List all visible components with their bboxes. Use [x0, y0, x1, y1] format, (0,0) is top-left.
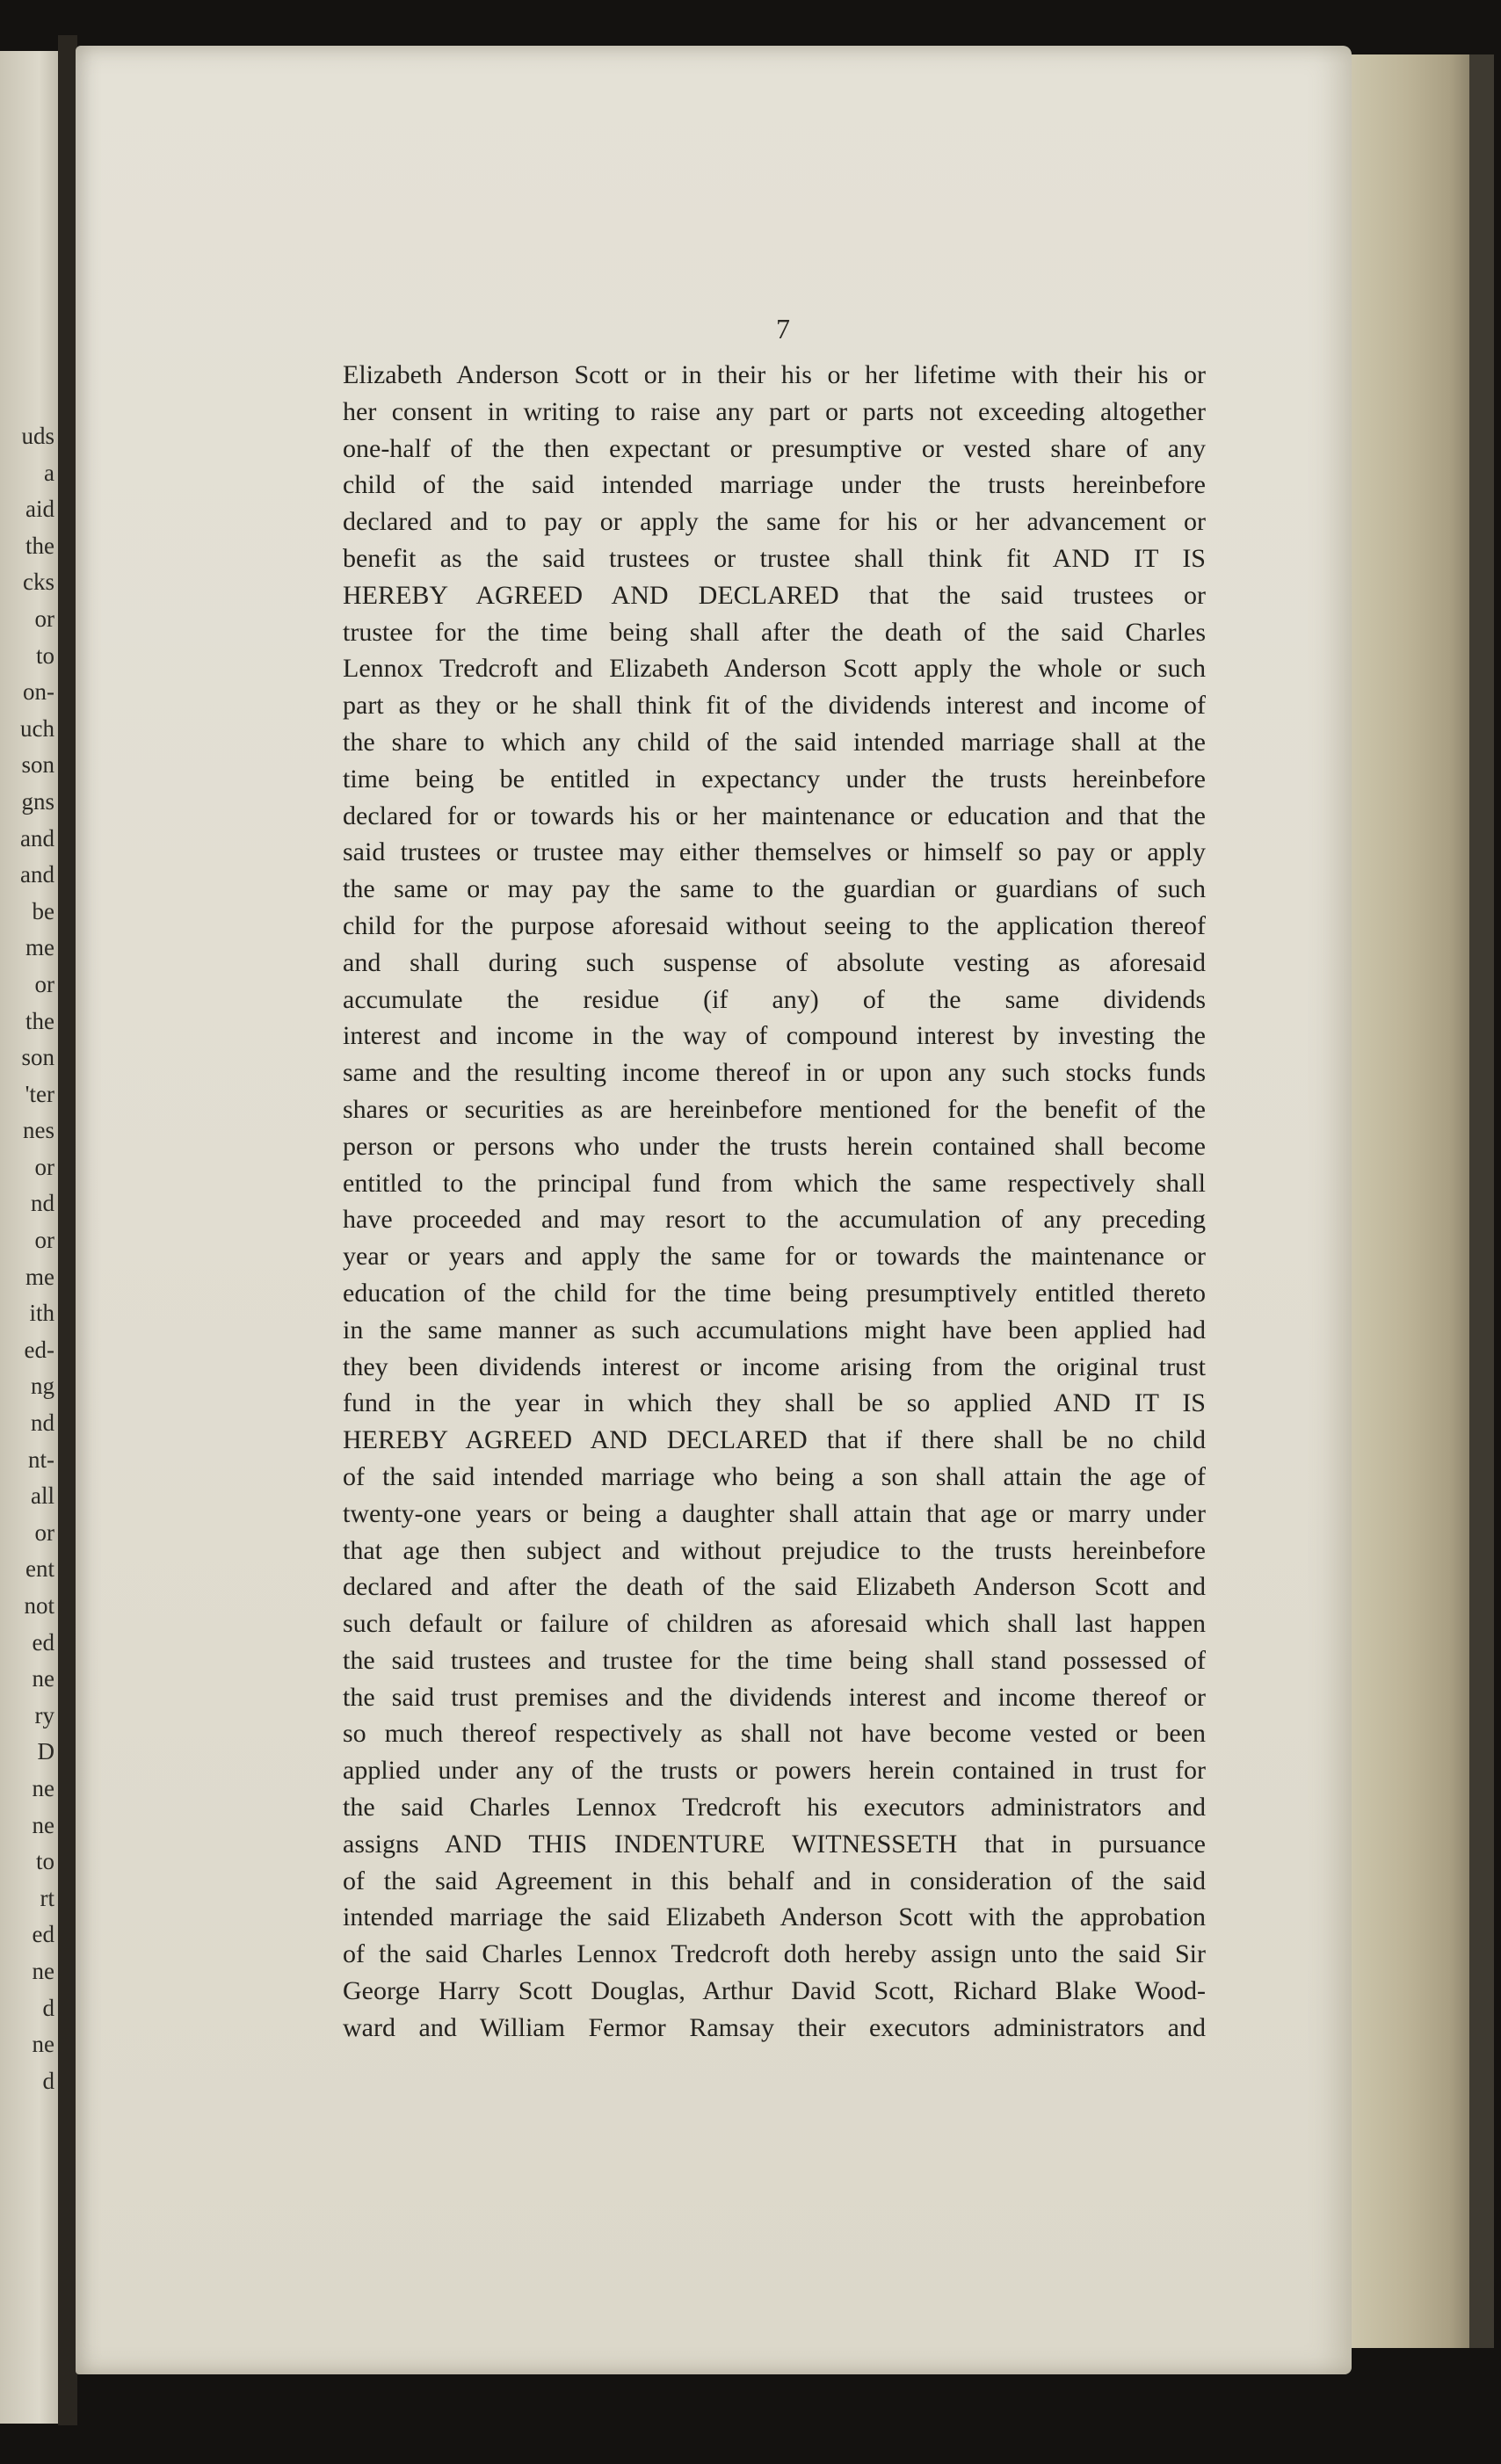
text-line: fund in the year in which they shall be so applied AND IT IS [343, 1388, 1206, 1418]
text-line: such default or failure of children as aforesaid which shall last happen [343, 1609, 1206, 1639]
text-line: said trustees or trustee may either themselves or himself so pay or apply [343, 837, 1206, 867]
text-line: child for the purpose aforesaid without seeing to the application thereof [343, 910, 1206, 940]
text-line: entitled to the principal fund from which the same respectively shall [343, 1168, 1206, 1198]
text-line: shares or securities as are hereinbefore mentioned for the benefit of the [343, 1094, 1206, 1124]
facing-page-line: to [35, 641, 54, 669]
facing-page-line: son [21, 1044, 54, 1071]
text-line: declared and after the death of the said Elizabeth Anderson Scott and [343, 1572, 1206, 1602]
text-line: of the said Charles Lennox Tredcroft doth hereby assign unto the said Sir [343, 1939, 1206, 1969]
facing-page-line: ry [34, 1701, 54, 1728]
facing-page-line: or [34, 1153, 54, 1180]
text-line: child of the said intended marriage under the trusts hereinbefore [343, 470, 1206, 500]
text-line: George Harry Scott Douglas, Arthur David Scott, Richard Blake Wood- [343, 1976, 1206, 2006]
facing-page-line: son [21, 751, 54, 779]
text-line: the said trustees and trustee for the time being shall stand possessed of [343, 1645, 1206, 1675]
facing-page-line: ed [32, 1628, 54, 1656]
facing-page-line: or [34, 1518, 54, 1546]
text-line: intended marriage the said Elizabeth Anderson Scott with the approbation [343, 1902, 1206, 1932]
text-line: education of the child for the time being presumptively entitled thereto [343, 1278, 1206, 1308]
facing-page-line: cks [23, 569, 54, 596]
body-text [343, 357, 1206, 2047]
text-line: applied under any of the trusts or powers herein contained in trust for [343, 1756, 1206, 1786]
facing-page-line: 'ter [25, 1080, 54, 1107]
text-line: have proceeded and may resort to the accumulation of any preceding [343, 1205, 1206, 1235]
facing-page-line: or [34, 605, 54, 632]
text-line: time being be entitled in expectancy under the trusts hereinbefore [343, 764, 1206, 794]
facing-page-line: me [25, 934, 54, 961]
facing-page-line: not [24, 1592, 54, 1619]
text-line: accumulate the residue (if any) of the same dividends [343, 984, 1206, 1014]
book-gutter [58, 35, 77, 2425]
text-line: the said Charles Lennox Tredcroft his executors administrators and [343, 1793, 1206, 1823]
text-line: year or years and apply the same for or towards the maintenance or [343, 1242, 1206, 1272]
facing-page-line: or [34, 1227, 54, 1254]
facing-page-line: aid [25, 496, 54, 523]
text-line: HEREBY AGREED AND DECLARED that if there shall be no child [343, 1425, 1206, 1455]
facing-page-line: ed- [24, 1336, 54, 1363]
text-line: same and the resulting income thereof in or upon any such stocks funds [343, 1058, 1206, 1088]
text-line: in the same manner as such accumulations might have been applied had [343, 1315, 1206, 1344]
facing-page-line: ed [32, 1921, 54, 1948]
text-line: so much thereof respectively as shall not have become vested or been [343, 1719, 1206, 1749]
facing-page-line: ng [31, 1373, 54, 1400]
text-line: of the said Agreement in this behalf and in consideration of the said [343, 1866, 1206, 1895]
facing-page-line: ne [32, 1811, 54, 1838]
facing-page-line: the [25, 532, 54, 559]
facing-page-line: me [25, 1263, 54, 1290]
text-line: Lennox Tredcroft and Elizabeth Anderson Scott apply the whole or such [343, 654, 1206, 684]
facing-page-line: ne [32, 2031, 54, 2058]
facing-page-line: D [37, 1738, 54, 1765]
text-line: Elizabeth Anderson Scott or in their his or her lifetime with their his or [343, 360, 1206, 389]
facing-page-line: rt [40, 1884, 54, 1911]
facing-page-line: nes [23, 1117, 54, 1144]
text-line: declared for or towards his or her maintenance or education and that the [343, 801, 1206, 830]
facing-page-line: nd [31, 1190, 54, 1217]
facing-page-line: ne [32, 1665, 54, 1692]
facing-page [0, 51, 65, 2424]
text-line: they been dividends interest or income arising from the original trust [343, 1352, 1206, 1381]
text-line: and shall during such suspense of absolute vesting as aforesaid [343, 947, 1206, 977]
text-line: the share to which any child of the said intended marriage shall at the [343, 727, 1206, 757]
text-line: assigns AND THIS INDENTURE WITNESSETH that in pursuance [343, 1829, 1206, 1859]
facing-page-line: and [20, 824, 54, 852]
facing-page-line: gns [21, 787, 54, 815]
facing-page-line: nd [31, 1410, 54, 1437]
text-line: part as they or he shall think fit of the dividends interest and income of [343, 691, 1206, 721]
text-line: twenty-one years or being a daughter shall attain that age or marry under [343, 1498, 1206, 1528]
text-line: HEREBY AGREED AND DECLARED that the said trustees or [343, 580, 1206, 610]
text-line: ward and William Fermor Ramsay their executors administrators and [343, 2012, 1206, 2042]
text-line: of the said intended marriage who being a son shall attain the age of [343, 1461, 1206, 1491]
facing-page-line: d [42, 1994, 54, 2021]
facing-page-line: be [32, 897, 54, 924]
facing-page-line: d [42, 2067, 54, 2094]
facing-page-line: or [34, 970, 54, 997]
facing-page-line: on- [23, 678, 54, 706]
facing-page-line: uds [21, 423, 54, 449]
text-line: person or persons who under the trusts herein contained shall become [343, 1131, 1206, 1161]
text-line: benefit as the said trustees or trustee shall think fit AND IT IS [343, 543, 1206, 573]
page-number: 7 [776, 313, 790, 344]
facing-page-line: ne [32, 1957, 54, 1984]
text-line: the said trust premises and the dividends interest and income thereof or [343, 1682, 1206, 1712]
facing-page-line: ne [32, 1774, 54, 1801]
facing-page-line: ent [25, 1555, 54, 1583]
facing-page-line: ith [29, 1300, 54, 1327]
text-line: declared and to pay or apply the same for his or her advancement or [343, 507, 1206, 537]
text-line: interest and income in the way of compound interest by investing the [343, 1021, 1206, 1051]
facing-page-line: the [25, 1007, 54, 1034]
facing-page-line: all [31, 1482, 54, 1510]
facing-page-text [0, 418, 54, 2099]
text-line: trustee for the time being shall after the death of the said Charles [343, 617, 1206, 647]
text-line: the same or may pay the same to the guardian or guardians of such [343, 874, 1206, 904]
facing-page-line: to [35, 1848, 54, 1875]
facing-page-line: nt- [28, 1446, 54, 1473]
text-line: one-half of the then expectant or presumptive or vested share of any [343, 433, 1206, 463]
facing-page-line: and [20, 861, 54, 888]
text-line: that age then subject and without prejudice to the trusts hereinbefore [343, 1535, 1206, 1565]
text-line: her consent in writing to raise any part or parts not exceeding altogether [343, 396, 1206, 426]
facing-page-line: a [44, 459, 54, 486]
facing-page-line: uch [20, 714, 54, 742]
